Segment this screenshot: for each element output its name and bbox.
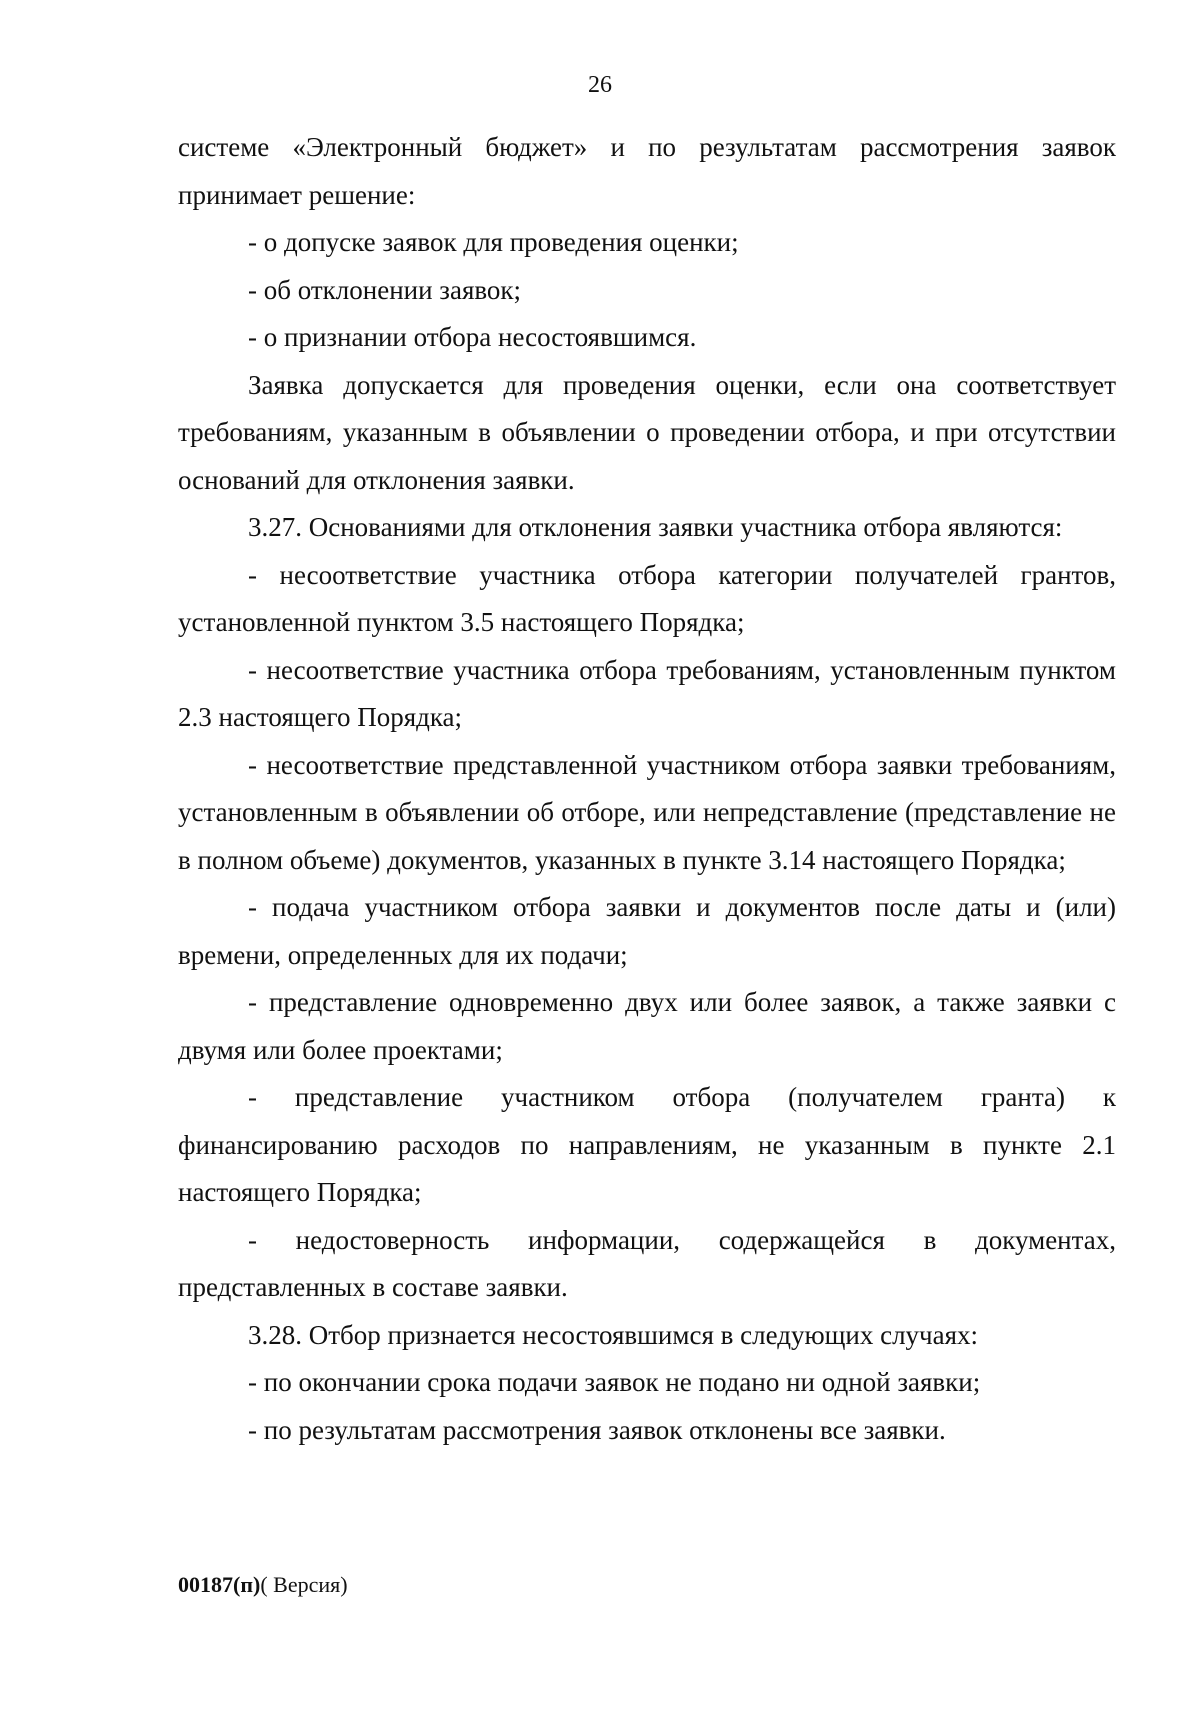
section-3-27-heading: 3.27. Основаниями для отклонения заявки участника отбора являются:: [248, 512, 1063, 542]
section-3-28-heading: 3.28. Отбор признается несостоявшимся в следующих случаях:: [248, 1319, 979, 1350]
document-version: ( Версия): [260, 1572, 348, 1597]
list-item-requirements: - несоответствие участника отбора требованиям, установленным пунктом 2.3 настоящего Порядка;: [178, 654, 1116, 732]
list-item-no-applications: - по окончании срока подачи заявок не подано ни одной заявки;: [248, 1367, 981, 1397]
document-footer: [178, 1572, 348, 1598]
paragraph-continuation: системе «Электронный бюджет» и по результатам рассмотрения заявок принимает решение:: [178, 132, 1116, 210]
list-item-reject: - об отклонении заявок;: [248, 274, 522, 305]
document-code: 00187(п): [178, 1572, 261, 1597]
list-item-expenses: - представление участником отбора (получателем гранта) к финансированию расходов по направлениям, не указанным в пункте 2.1 настоящего Порядка;: [178, 1082, 1116, 1207]
list-item-category: - несоответствие участника отбора категории получателей грантов, установленной пунктом 3.5 настоящего Порядка;: [178, 559, 1116, 637]
list-item-application-mismatch: - несоответствие представленной участником отбора заявки требованиям, установленным в объявлении об отборе, или непредставление (представление не в полном объеме) документов, указанных в пункте 3.14 настоящего Порядка;: [178, 749, 1116, 875]
page-number: 26: [588, 72, 612, 98]
document-body: [178, 124, 1116, 1454]
list-item-all-rejected: - по результатам рассмотрения заявок отклонены все заявки.: [248, 1414, 946, 1445]
list-item-unreliable-info: - недостоверность информации, содержащейся в документах, представленных в составе заявки.: [178, 1224, 1116, 1302]
paragraph-admission: Заявка допускается для проведения оценки, если она соответствует требованиям, указанным в объявлении о проведении отбора, и при отсутствии оснований для отклонения заявки.: [178, 369, 1116, 495]
list-item-multiple-applications: - представление одновременно двух или более заявок, а также заявки с двумя или более проектами;: [178, 987, 1116, 1065]
list-item-late-submission: - подача участником отбора заявки и документов после даты и (или) времени, определенных для их подачи;: [178, 892, 1116, 970]
list-item-admit: - о допуске заявок для проведения оценки;: [248, 227, 739, 257]
list-item-failed: - о признании отбора несостоявшимся.: [248, 322, 697, 352]
